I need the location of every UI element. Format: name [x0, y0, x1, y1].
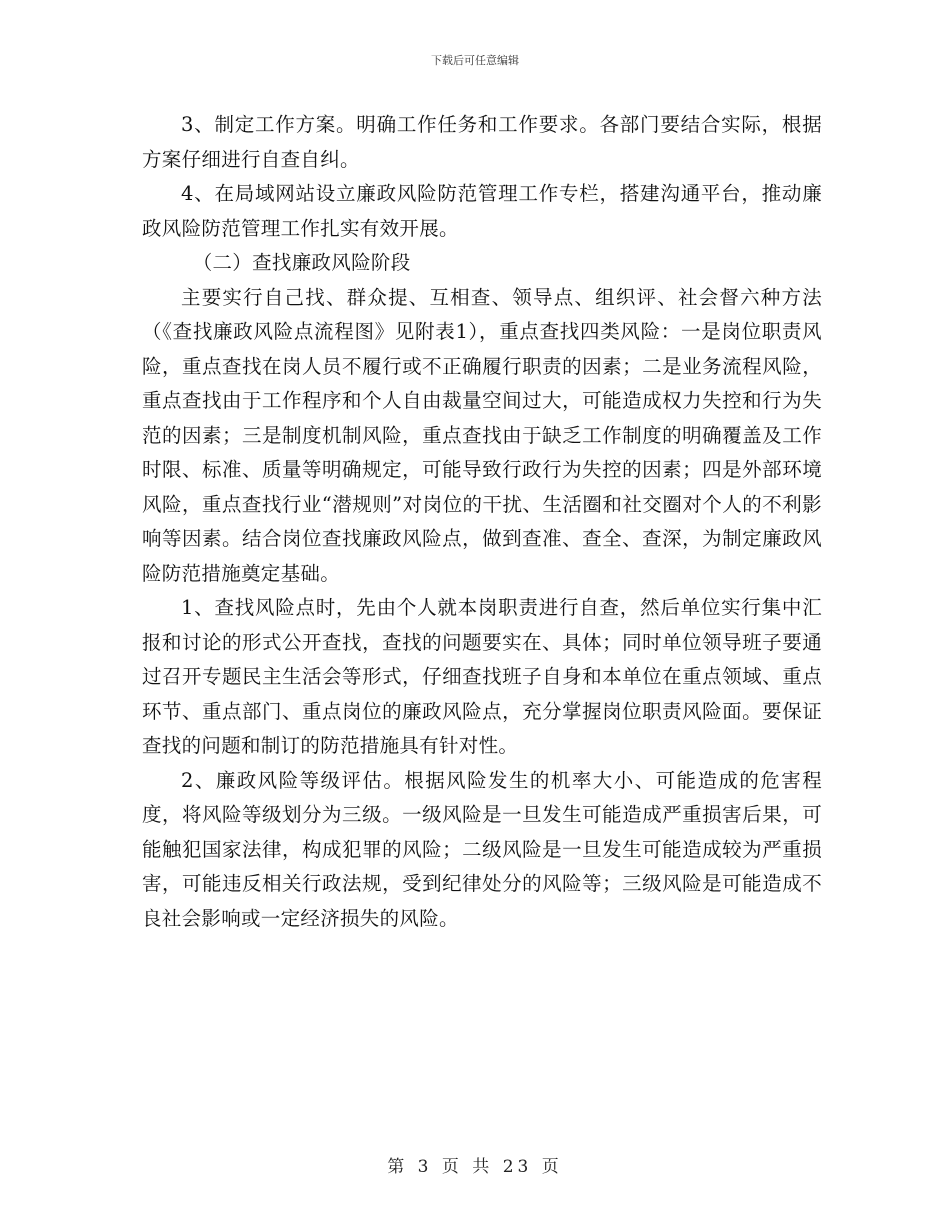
paragraph-methods: 主要实行自己找、群众提、互相查、领导点、组织评、社会督六种方法（《查找廉政风险点流程图》见附表1），重点查找四类风险：一是岗位职责风险，重点查找在岗人员不履行或不正确履行职责的因素；二是业务流程风险，重点查找由于工作程序和个人自由裁量空间过大，可能造成权力失控和行为失范的因素；三是制度机制风险，重点查找由于缺乏工作制度的明确覆盖及工作时限、标准、质量等明确规定，可能导致行政行为失控的因素；四是外部环境风险，重点查找行业“潜规则”对岗位的干扰、生活圈和社交圈对个人的不利影响等因素。结合岗位查找廉政风险点，做到查准、查全、查深，为制定廉政风险防范措施奠定基础。 — [142, 285, 822, 585]
paragraph-risk-point-search: 1、查找风险点时，先由个人就本岗职责进行自查，然后单位实行集中汇报和讨论的形式公开查找，查找的问题要实在、具体；同时单位领导班子要通过召开专题民主生活会等形式，仔细查找班子自身和本单位在重点领域、重点环节、重点部门、重点岗位的廉政风险点，充分掌握岗位职责风险面。要保证查找的问题和制订的防范措施具有针对性。 — [142, 596, 822, 757]
paragraph-intranet-column: 4、在局域网站设立廉政风险防范管理工作专栏，搭建沟通平台，推动廉政风险防范管理工作扎实有效开展。 — [142, 182, 822, 240]
document-body — [142, 108, 822, 936]
page-number-footer: 第 3 页 共 23 页 — [387, 1157, 563, 1177]
section-heading: （二）查找廉政风险阶段 — [192, 251, 411, 274]
paragraph-risk-level-assessment: 2、廉政风险等级评估。根据风险发生的机率大小、可能造成的危害程度，将风险等级划分为三级。一级风险是一旦发生可能造成严重损害后果，可能触犯国家法律，构成犯罪的风险；二级风险是一旦发生可能造成较为严重损害，可能违反相关行政法规，受到纪律处分的风险等；三级风险是可能造成不良社会影响或一定经济损失的风险。 — [142, 768, 822, 930]
page-header: 下载后可任意编辑 — [431, 54, 519, 67]
paragraph-work-plan: 3、制定工作方案。明确工作任务和工作要求。各部门要结合实际，根据方案仔细进行自查自纠。 — [142, 113, 822, 171]
